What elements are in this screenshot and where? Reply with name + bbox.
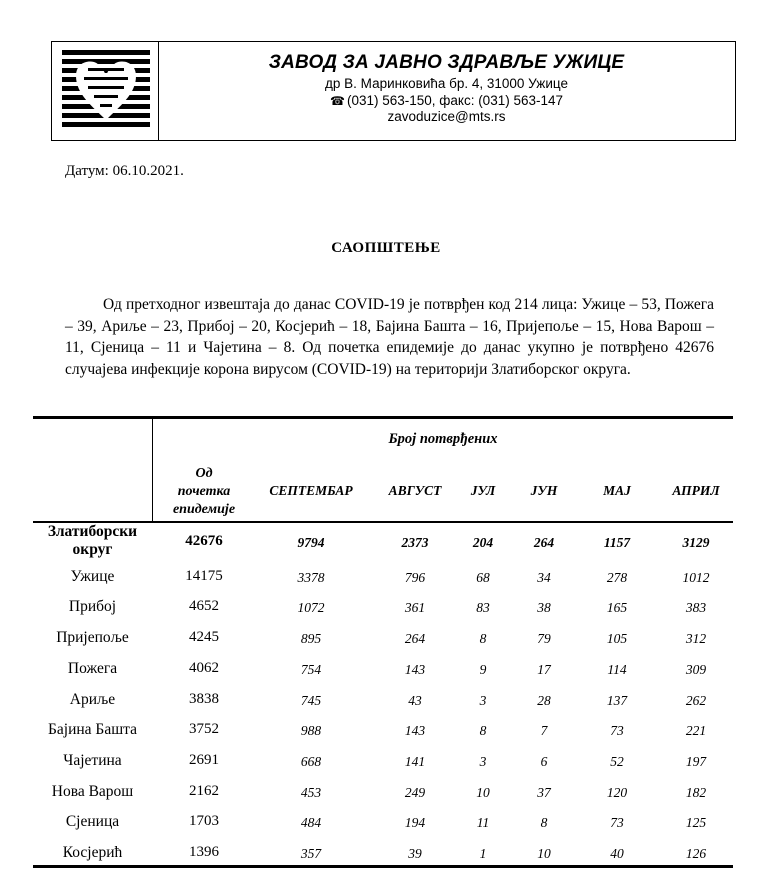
month-header-april: АПРИЛ bbox=[672, 483, 720, 498]
row-month-value: 249 bbox=[404, 785, 426, 800]
row-month-value: 143 bbox=[404, 723, 426, 738]
municipality-name-line: Ужице bbox=[70, 568, 115, 585]
row-month-value: 745 bbox=[300, 693, 322, 708]
row-month-value: 17 bbox=[537, 662, 551, 677]
institution-email: zavoduzice@mts.rs bbox=[387, 109, 506, 124]
row-month-value: 357 bbox=[300, 846, 322, 861]
municipality-name-line: Пријепоље bbox=[56, 629, 129, 646]
municipality-name-line: Чајетина bbox=[63, 752, 122, 769]
row-month-value: 484 bbox=[300, 815, 322, 830]
row-month-value: 37 bbox=[537, 785, 551, 800]
row-municipality bbox=[33, 813, 152, 831]
letterhead bbox=[51, 41, 736, 141]
municipality-name-line: Косјерић bbox=[62, 844, 123, 861]
row-month-value: 11 bbox=[476, 815, 490, 830]
row-month-value: 262 bbox=[685, 693, 707, 708]
row-total: 2162 bbox=[189, 783, 219, 799]
row-month-value: 40 bbox=[610, 846, 624, 861]
total-header bbox=[159, 465, 249, 519]
row-month-value: 2373 bbox=[401, 535, 429, 550]
table-row bbox=[33, 777, 733, 807]
institute-logo-icon bbox=[62, 50, 150, 130]
row-municipality bbox=[33, 523, 152, 559]
row-municipality bbox=[33, 783, 152, 801]
row-month-value: 264 bbox=[404, 631, 426, 646]
row-month-value: 28 bbox=[537, 693, 551, 708]
row-month-value: 120 bbox=[606, 785, 628, 800]
row-total: 4062 bbox=[189, 660, 219, 676]
row-month-value: 52 bbox=[610, 754, 624, 769]
row-month-value: 73 bbox=[610, 723, 624, 738]
row-month-value: 453 bbox=[300, 785, 322, 800]
table-row bbox=[33, 807, 733, 837]
table-row bbox=[33, 685, 733, 715]
row-total: 14175 bbox=[185, 568, 223, 584]
total-header-line: епидемије bbox=[172, 502, 236, 517]
row-month-value: 3129 bbox=[682, 535, 710, 550]
row-month-value: 988 bbox=[300, 723, 322, 738]
row-municipality bbox=[33, 752, 152, 770]
row-month-value: 3 bbox=[479, 754, 487, 769]
row-month-value: 43 bbox=[408, 693, 422, 708]
row-month-value: 312 bbox=[685, 631, 707, 646]
table-row bbox=[33, 746, 733, 776]
row-month-value: 10 bbox=[537, 846, 551, 861]
row-total: 4245 bbox=[189, 629, 219, 645]
group-header: Број потврђених bbox=[388, 431, 498, 447]
row-month-value: 3378 bbox=[297, 570, 325, 585]
row-total: 3838 bbox=[189, 691, 219, 707]
row-month-value: 383 bbox=[685, 600, 707, 615]
row-month-value: 221 bbox=[685, 723, 707, 738]
total-header-line: почетка bbox=[177, 484, 231, 499]
month-header-july: ЈУЛ bbox=[470, 483, 496, 498]
row-month-value: 83 bbox=[476, 600, 490, 615]
row-month-value: 194 bbox=[404, 815, 426, 830]
phone-text: (031) 563-150, факс: (031) 563-147 bbox=[346, 93, 563, 108]
row-month-value: 137 bbox=[606, 693, 628, 708]
row-month-value: 126 bbox=[685, 846, 707, 861]
row-total: 1703 bbox=[189, 813, 219, 829]
month-header-may: МАЈ bbox=[603, 483, 631, 498]
month-header-august: АВГУСТ bbox=[388, 483, 442, 498]
row-month-value: 895 bbox=[300, 631, 322, 646]
row-month-value: 8 bbox=[479, 631, 487, 646]
row-month-value: 114 bbox=[607, 662, 627, 677]
table-row bbox=[33, 523, 733, 558]
row-month-value: 105 bbox=[606, 631, 628, 646]
row-total: 1396 bbox=[189, 844, 219, 860]
municipality-name-line: Сјеница bbox=[65, 813, 120, 830]
municipality-name-line: Ариље bbox=[69, 691, 116, 708]
table-row bbox=[33, 562, 733, 592]
table-row bbox=[33, 654, 733, 684]
row-month-value: 309 bbox=[685, 662, 707, 677]
row-municipality bbox=[33, 629, 152, 647]
month-header-september: СЕПТЕМБАР bbox=[269, 483, 353, 498]
announcement-paragraph: Од претходног извештаја до данас COVID-19 је потврђен код 214 лица: Ужице – 53, Пожега – 39, Ариље – 23, Прибој – 20, Косјерић – 18, Бајина Башта – 16, Пријепоље – 15, Нова Варош – 11, Сјеница – 11 и Чајетина – 8. Од почетка епидемије до данас укупно је потврђено 42676 случајева инфекције корона вирусом (COVID-19) на територији Златиборског округа. bbox=[65, 296, 714, 378]
row-month-value: 796 bbox=[404, 570, 426, 585]
row-month-value: 1012 bbox=[682, 570, 710, 585]
institution-name: ЗАВОД ЗА ЈАВНО ЗДРАВЉЕ УЖИЦЕ bbox=[268, 52, 625, 73]
row-month-value: 34 bbox=[537, 570, 551, 585]
row-total: 42676 bbox=[185, 533, 223, 549]
logo-cell bbox=[52, 42, 159, 140]
row-month-value: 68 bbox=[476, 570, 490, 585]
row-municipality bbox=[33, 844, 152, 862]
document-date: Датум: 06.10.2021. bbox=[65, 163, 184, 179]
row-month-value: 278 bbox=[606, 570, 628, 585]
row-month-value: 3 bbox=[479, 693, 487, 708]
municipality-name-line: округ bbox=[72, 541, 113, 558]
month-header-june: ЈУН bbox=[530, 483, 558, 498]
row-total: 3752 bbox=[189, 721, 219, 737]
row-total: 4652 bbox=[189, 598, 219, 614]
row-month-value: 1 bbox=[479, 846, 487, 861]
row-month-value: 9794 bbox=[297, 535, 325, 550]
document-heading: САОПШТЕЊЕ bbox=[331, 240, 441, 256]
table-row bbox=[33, 838, 733, 868]
row-month-value: 39 bbox=[408, 846, 422, 861]
row-month-value: 8 bbox=[479, 723, 487, 738]
phone-icon: ☎ bbox=[330, 94, 345, 108]
row-month-value: 141 bbox=[404, 754, 426, 769]
municipality-name-line: Златиборски bbox=[47, 523, 138, 540]
row-month-value: 8 bbox=[540, 815, 548, 830]
row-municipality bbox=[33, 721, 152, 739]
row-month-value: 754 bbox=[300, 662, 322, 677]
row-month-value: 79 bbox=[537, 631, 551, 646]
row-month-value: 197 bbox=[685, 754, 707, 769]
row-month-value: 204 bbox=[472, 535, 494, 550]
row-municipality bbox=[33, 598, 152, 616]
institution-address: др В. Маринковића бр. 4, 31000 Ужице bbox=[325, 76, 568, 91]
row-municipality bbox=[33, 660, 152, 678]
row-municipality bbox=[33, 691, 152, 709]
municipality-name-line: Нова Варош bbox=[51, 783, 134, 800]
row-month-value: 668 bbox=[300, 754, 322, 769]
row-municipality bbox=[33, 568, 152, 586]
row-total: 2691 bbox=[189, 752, 219, 768]
cases-table bbox=[33, 416, 733, 868]
total-header-line: Од bbox=[195, 466, 213, 481]
row-month-value: 264 bbox=[533, 535, 555, 550]
row-month-value: 1157 bbox=[603, 535, 631, 550]
municipality-name-line: Бајина Башта bbox=[48, 721, 137, 738]
row-month-value: 38 bbox=[537, 600, 551, 615]
row-month-value: 125 bbox=[685, 815, 707, 830]
row-month-value: 1072 bbox=[297, 600, 325, 615]
row-month-value: 73 bbox=[610, 815, 624, 830]
row-month-value: 7 bbox=[540, 723, 548, 738]
institution-phone bbox=[158, 93, 735, 108]
table-row bbox=[33, 715, 733, 745]
municipality-name-line: Пожега bbox=[67, 660, 118, 677]
table-row bbox=[33, 623, 733, 653]
row-month-value: 165 bbox=[606, 600, 628, 615]
row-month-value: 361 bbox=[404, 600, 426, 615]
row-month-value: 6 bbox=[540, 754, 548, 769]
municipality-name-line: Прибој bbox=[68, 598, 117, 615]
row-month-value: 143 bbox=[404, 662, 426, 677]
table-row bbox=[33, 592, 733, 622]
row-month-value: 9 bbox=[479, 662, 487, 677]
row-month-value: 10 bbox=[476, 785, 490, 800]
row-month-value: 182 bbox=[685, 785, 707, 800]
